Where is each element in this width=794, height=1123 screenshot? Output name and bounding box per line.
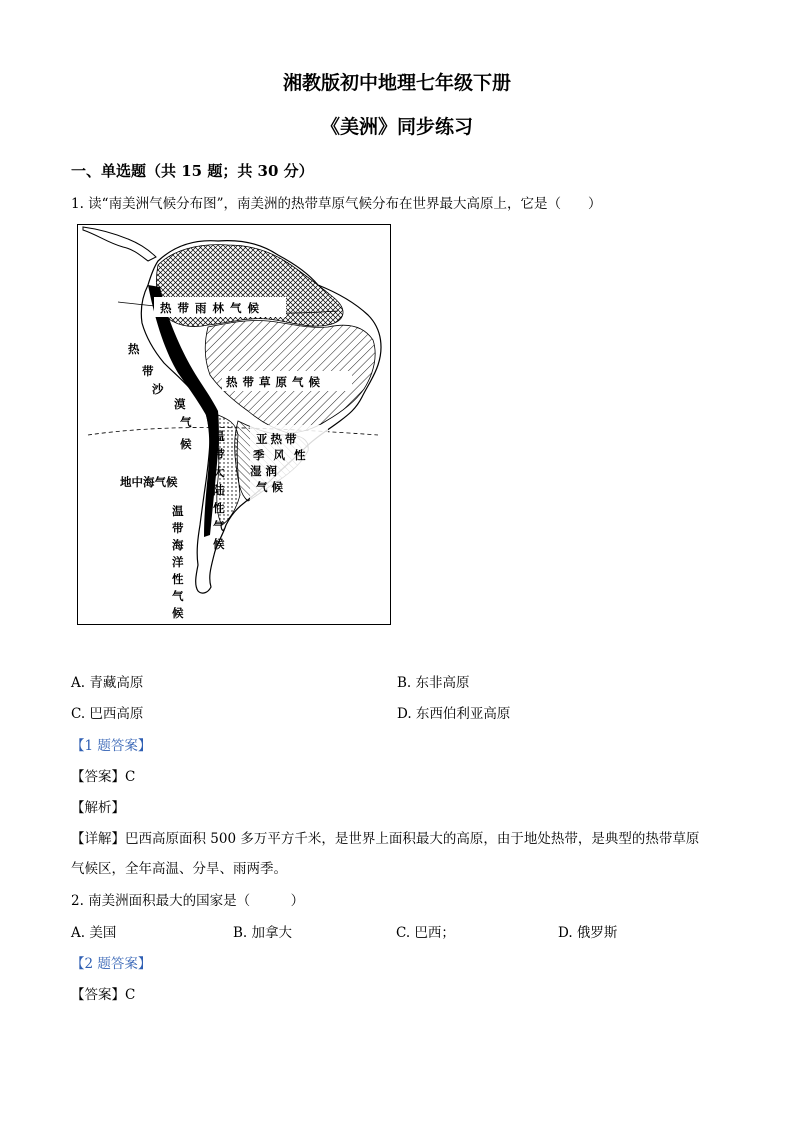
q1-option-c: C. 巴西高原 [71,706,144,722]
oceanic-label-char: 性 [172,572,184,586]
q1-answer: 【答案】C [71,769,136,785]
oceanic-label-char: 海 [172,538,184,552]
oceanic-label [172,504,184,620]
desert-label-char: 热 [128,342,140,356]
continental-label-char: 性 [213,501,225,515]
mediterranean-label: 地中海气候 [120,475,178,489]
continental-label-char: 大 [213,465,225,479]
south-america-climate-map [77,224,391,625]
continental-label-char: 候 [213,537,225,551]
q2-answer: 【答案】C [71,987,136,1003]
doc-subtitle: 《美洲》同步练习 [320,116,473,138]
q1-option-d: D. 东西伯利亚高原 [397,706,511,722]
oceanic-label-char: 洋 [172,555,184,569]
q2-option-d: D. 俄罗斯 [558,925,618,941]
desert-label-char: 候 [180,437,192,451]
continental-label-char: 温 [213,429,225,443]
subtropical-label-line: 湿润 [250,464,281,478]
oceanic-label-char: 气 [172,589,184,603]
desert-label-char: 带 [142,364,154,378]
desert-label-char: 漠 [174,397,186,411]
subtropical-label-line: 季风性 [253,448,315,462]
q2-option-b: B. 加拿大 [233,925,293,941]
continental-label-char: 陆 [213,483,225,497]
q1-option-a: A. 青藏高原 [71,675,144,691]
rainforest-label: 热带雨林气候 [160,301,265,315]
q1-detail-line-1: 【详解】巴西高原面积 500 多万平方千米，是世界上面积最大的高原，由于地处热带，是典型的热带草原 [71,831,700,847]
q2-option-c: C. 巴西； [396,925,455,941]
q1-detail-line-2: 气候区，全年高温、分旱、雨两季。 [71,861,287,877]
q1-answer-header: 【1 题答案】 [71,738,152,754]
desert-label-char: 沙 [152,382,164,396]
q2-option-a: A. 美国 [71,925,117,941]
section-heading: 一、单选题（共 15 题；共 30 分） [71,162,314,180]
q1-option-b: B. 东非高原 [397,675,470,691]
continental-label-char: 气 [213,519,225,533]
oceanic-label-char: 温 [172,504,184,518]
continental-label-char: 带 [213,447,225,461]
desert-label-char: 气 [180,415,192,429]
continental-label [213,429,225,551]
central-america-outline [83,227,156,261]
climate-map-graphic [78,225,390,624]
oceanic-label-char: 带 [172,521,184,535]
q2-answer-header: 【2 题答案】 [71,956,152,972]
question-2-stem: 2. 南美洲面积最大的国家是（ ） [71,893,305,909]
doc-title: 湘教版初中地理七年级下册 [282,72,511,94]
oceanic-label-char: 候 [172,606,184,620]
question-1-stem: 1. 读“南美洲气候分布图”，南美洲的热带草原气候分布在世界最大高原上，它是（ ） [71,196,602,212]
subtropical-label-line: 气候 [256,480,287,494]
subtropical-label-line: 亚热带 [256,432,300,446]
q1-analysis-label: 【解析】 [71,800,125,816]
grassland-label: 热带草原气候 [226,375,325,389]
